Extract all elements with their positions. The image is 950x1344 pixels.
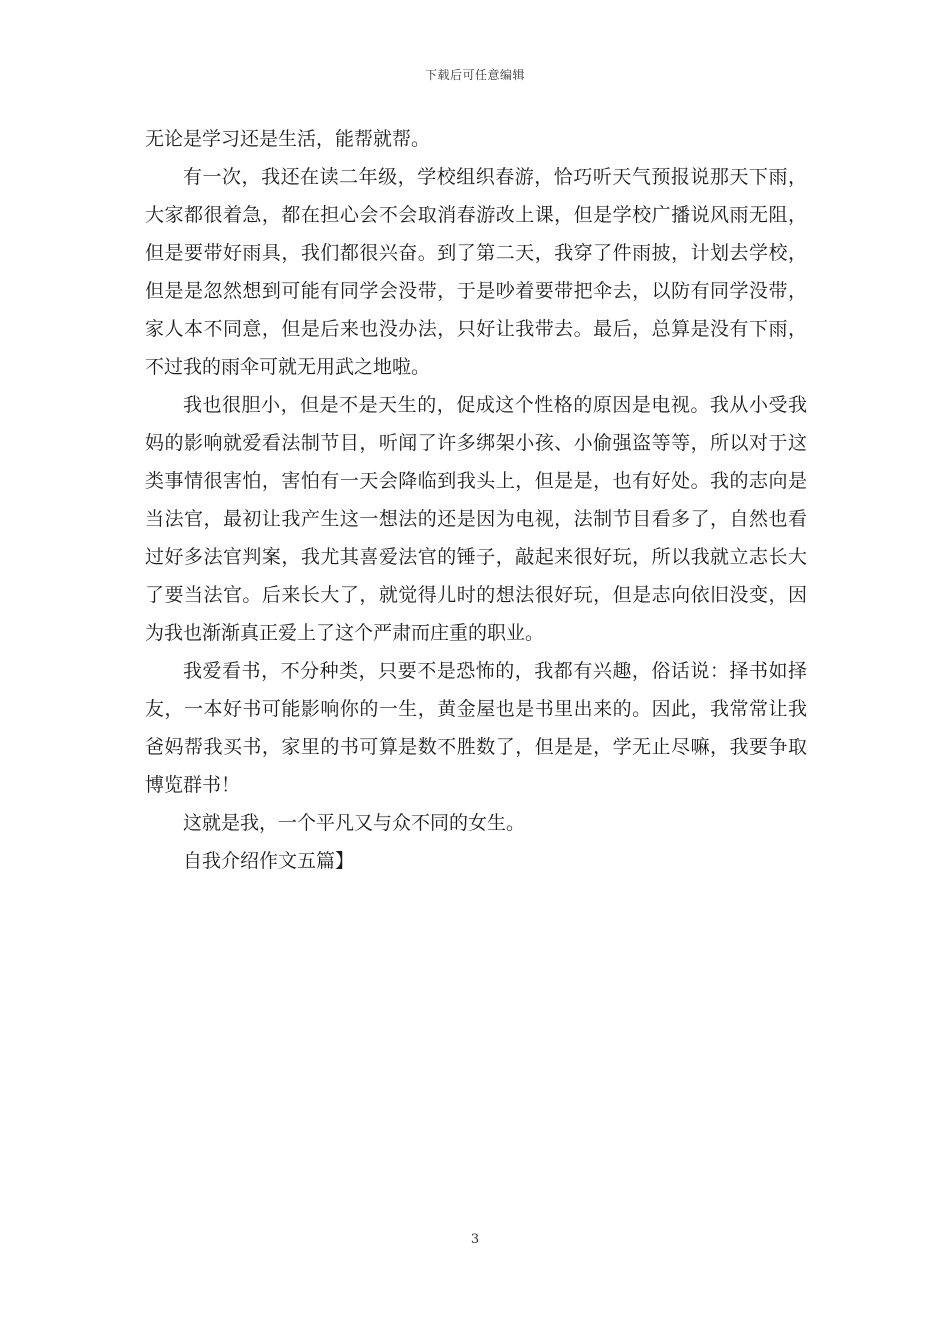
paragraph-section-title: 自我介绍作文五篇】 — [183, 850, 355, 872]
page-number: 3 — [470, 1232, 480, 1247]
paragraph-reading: 我爱看书，不分种类，只要不是恐怖的，我都有兴趣，俗话说：择书如择友，一本好书可能影响你的一生，黄金屋也是书里出来的。因此，我常常让我爸妈帮我买书，家里的书可算是数不胜数了，但是是，学无止尽嘛，我要争取博览群书！ — [145, 660, 807, 796]
paragraph-continuation: 无论是学习还是生活，能帮就帮。 — [145, 128, 431, 150]
paragraph-spring-outing: 有一次，我还在读二年级，学校组织春游，恰巧听天气预报说那天下雨，大家都很着急，都在担心会不会取消春游改上课，但是学校广播说风雨无阻，但是要带好雨具，我们都很兴奋。到了第二天，我穿了件雨披，计划去学校，但是是忽然想到可能有同学会没带，于是吵着要带把伞去，以防有同学没带，家人本不同意，但是后来也没办法，只好让我带去。最后，总算是没有下雨，不过我的雨伞可就无用武之地啦。 — [145, 166, 807, 378]
document-body — [145, 120, 807, 880]
page-header: 下载后可任意编辑 — [424, 68, 525, 82]
paragraph-timid-judge: 我也很胆小，但是不是天生的，促成这个性格的原因是电视。我从小受我妈的影响就爱看法制节目，听闻了许多绑架小孩、小偷强盗等等，所以对于这类事情很害怕，害怕有一天会降临到我头上，但是是，也有好处。我的志向是当法官，最初让我产生这一想法的还是因为电视，法制节目看多了，自然也看过好多法官判案，我尤其喜爱法官的锤子，敲起来很好玩，所以我就立志长大了要当法官。后来长大了，就觉得儿时的想法很好玩，但是志向依旧没变，因为我也渐渐真正爱上了这个严肃而庄重的职业。 — [145, 394, 807, 644]
paragraph-conclusion: 这就是我，一个平凡又与众不同的女生。 — [183, 812, 526, 834]
